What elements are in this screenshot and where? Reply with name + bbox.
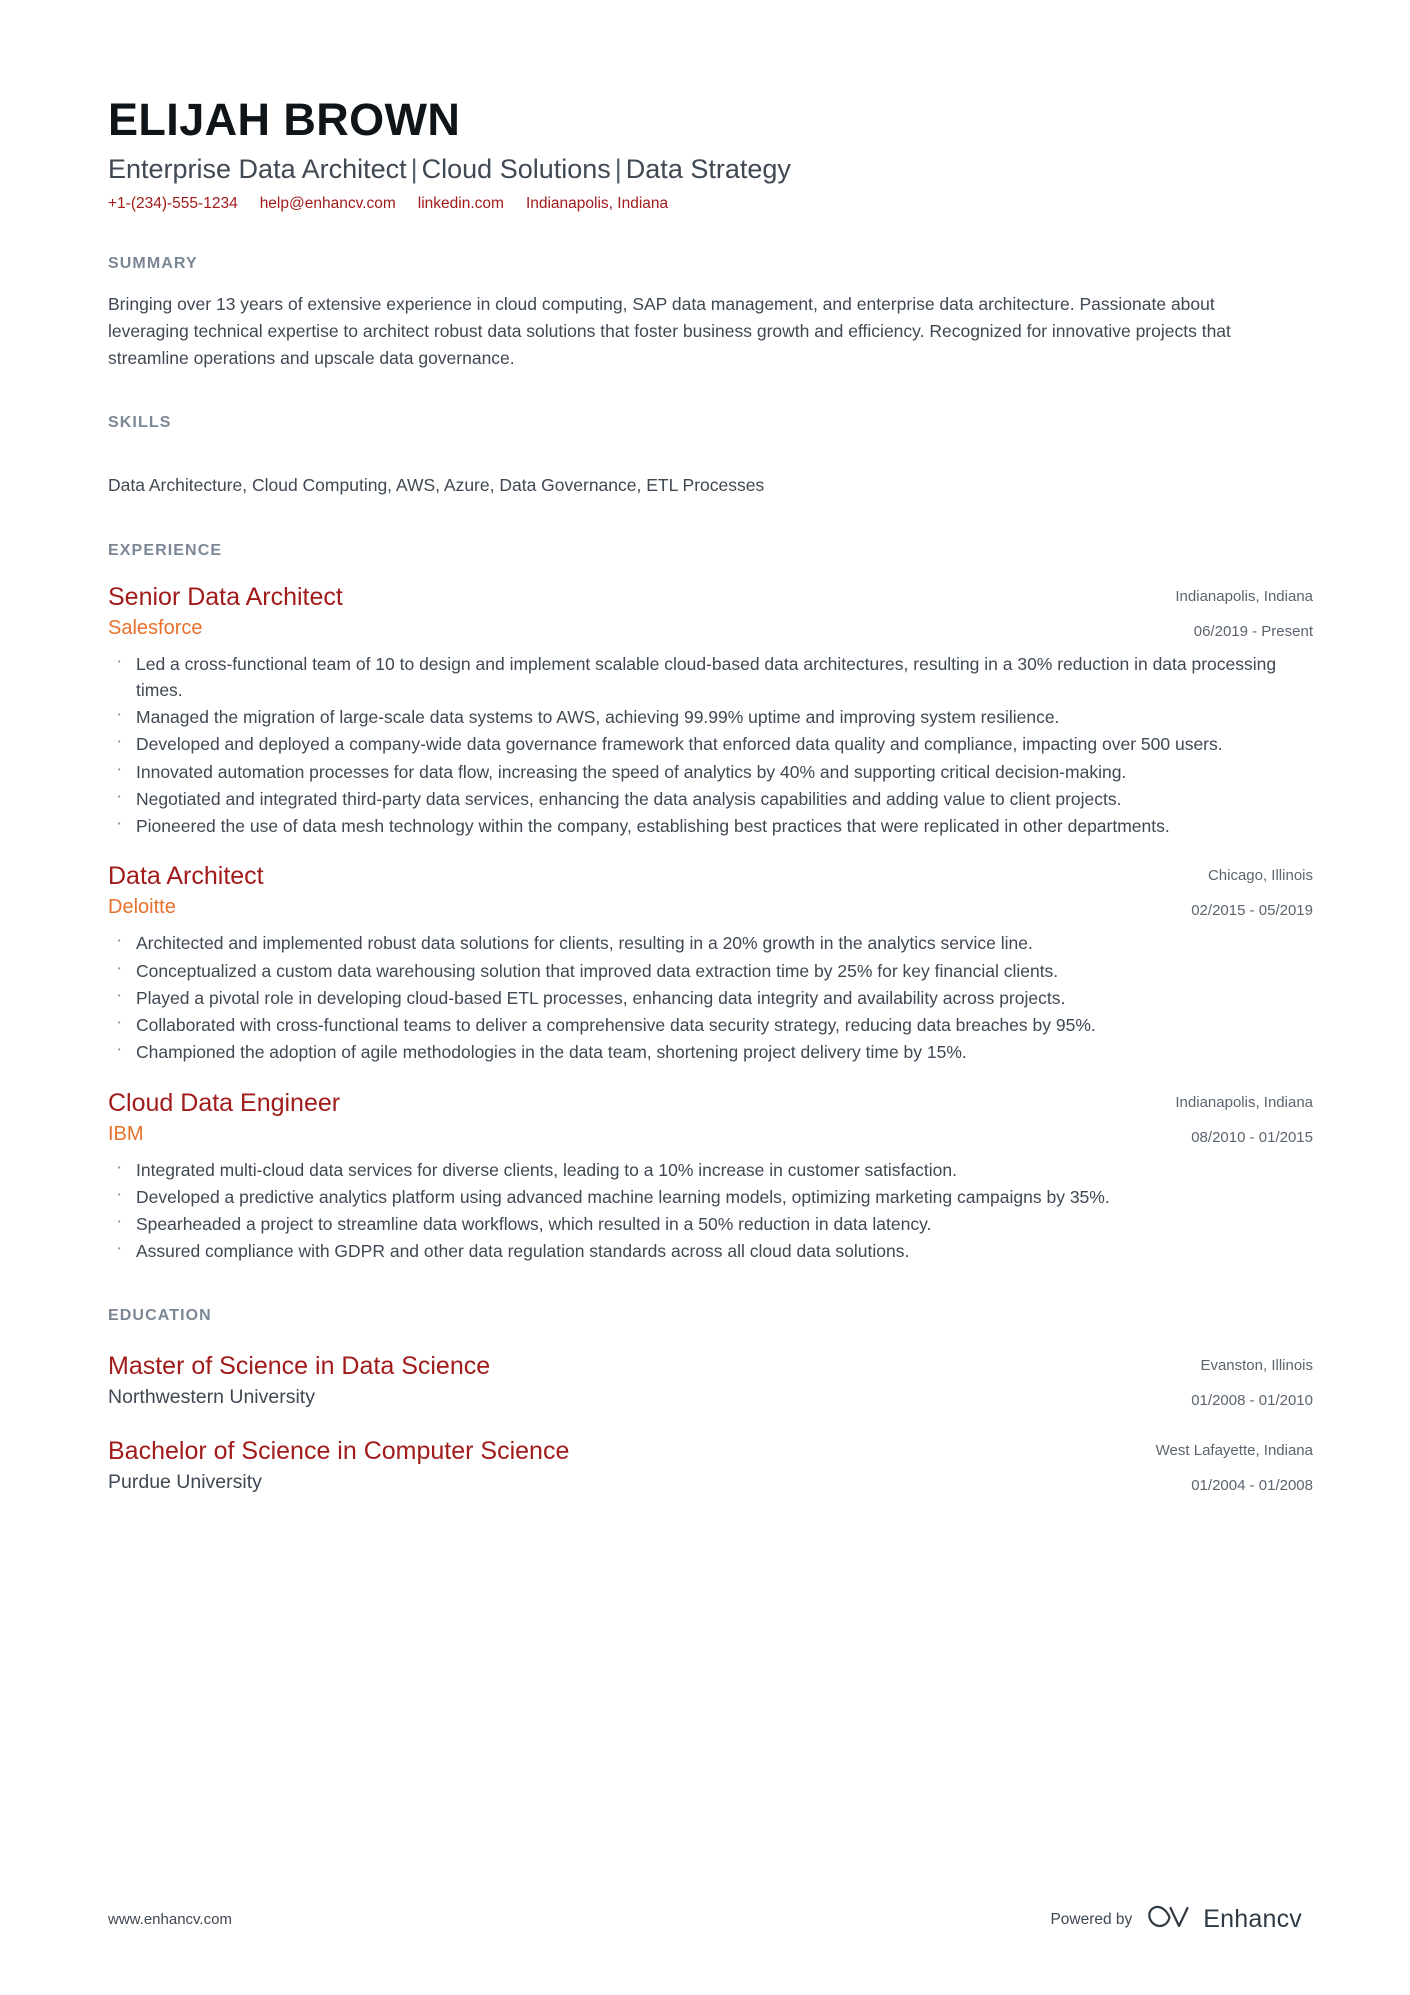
headline-part-3: Data Strategy — [625, 154, 791, 185]
experience-entry — [108, 861, 1313, 1065]
job-dates: 06/2019 - Present — [1193, 622, 1313, 640]
summary-text: Bringing over 13 years of extensive experience in cloud computing, SAP data management, and enterprise data architecture. Passionate about leveraging technical expertise to architect robust data solutions that foster business growth and efficiency. Recognized for innovative projects that streamline operations and upscale data governance. — [108, 294, 1231, 369]
job-bullets — [108, 651, 1313, 840]
headline-separator-1: | — [410, 154, 418, 185]
company-name: IBM — [108, 1122, 144, 1145]
job-title: Data Architect — [108, 862, 264, 891]
candidate-headline — [108, 153, 1313, 187]
resume-content — [108, 0, 1313, 1495]
job-location: Indianapolis, Indiana — [1175, 587, 1313, 605]
job-bullet: · Conceptualized a custom data warehousing solution that improved data extraction time by 25% for key financial clients. — [108, 958, 1313, 984]
job-bullet: · Developed and deployed a company-wide data governance framework that enforced data quality and compliance, impacting over 500 users. — [108, 731, 1313, 757]
job-bullet: · Assured compliance with GDPR and other data regulation standards across all cloud data solutions. — [108, 1238, 1313, 1264]
headline-separator-2: | — [614, 154, 622, 185]
education-entry-meta — [1191, 1351, 1313, 1410]
experience-entry-main — [108, 1088, 1175, 1146]
education-entry — [108, 1351, 1313, 1410]
job-bullet: · Played a pivotal role in developing cloud-based ETL processes, enhancing data integrity and availability across projects. — [108, 985, 1313, 1011]
school-dates: 01/2004 - 01/2008 — [1191, 1476, 1313, 1494]
school-location: West Lafayette, Indiana — [1155, 1441, 1313, 1459]
experience-entry-header — [108, 1088, 1313, 1147]
brand-lockup — [1146, 1902, 1302, 1937]
degree-title: Master of Science in Data Science — [108, 1351, 491, 1380]
degree-title: Bachelor of Science in Computer Science — [108, 1436, 570, 1465]
job-bullet: · Pioneered the use of data mesh technology within the company, establishing best practices that were replicated in other departments. — [108, 813, 1313, 839]
section-education — [108, 1307, 1313, 1495]
powered-by-label: Powered by — [1050, 1910, 1133, 1928]
footer-branding — [1050, 1902, 1302, 1937]
candidate-name: ELIJAH BROWN — [108, 94, 461, 145]
contact-email[interactable]: help@enhancv.com — [259, 195, 396, 212]
page-footer — [108, 1902, 1302, 1937]
job-bullet: · Collaborated with cross-functional teams to deliver a comprehensive data security strategy, reducing data breaches by 95%. — [108, 1012, 1313, 1038]
job-bullets — [108, 930, 1313, 1065]
company-name: Deloitte — [108, 896, 176, 919]
experience-entry-header — [108, 861, 1313, 920]
experience-entry-meta — [1175, 1088, 1313, 1147]
job-title: Senior Data Architect — [108, 582, 343, 611]
contact-row — [108, 195, 1313, 213]
job-bullet: · Innovated automation processes for data flow, increasing the speed of analytics by 40% and supporting critical decision-making. — [108, 759, 1313, 785]
school-name: Northwestern University — [108, 1385, 315, 1408]
contact-phone: +1-(234)-555-1234 — [108, 195, 238, 212]
job-dates: 08/2010 - 01/2015 — [1191, 1128, 1313, 1146]
education-entry-main — [108, 1436, 1156, 1494]
experience-entry-main — [108, 861, 1191, 919]
section-title-skills: SKILLS — [108, 414, 172, 432]
education-entry-meta — [1156, 1436, 1313, 1495]
brand-name: Enhancv — [1203, 1905, 1302, 1933]
experience-entry-meta — [1175, 582, 1313, 641]
experience-entry-header — [108, 582, 1313, 641]
experience-entry — [108, 582, 1313, 840]
headline-part-2: Cloud Solutions — [421, 154, 611, 185]
education-entry — [108, 1436, 1313, 1495]
section-experience — [108, 542, 1313, 1265]
contact-location: Indianapolis, Indiana — [525, 195, 669, 212]
experience-entry — [108, 1088, 1313, 1265]
job-title: Cloud Data Engineer — [108, 1088, 341, 1117]
education-entry-header — [108, 1351, 1313, 1410]
job-bullets — [108, 1157, 1313, 1265]
experience-entry-meta — [1191, 861, 1313, 920]
job-location: Chicago, Illinois — [1207, 867, 1313, 885]
school-dates: 01/2008 - 01/2010 — [1191, 1391, 1313, 1409]
job-bullet: · Led a cross-functional team of 10 to design and implement scalable cloud-based data architectures, resulting in a 30% reduction in data processing times. — [108, 651, 1313, 704]
headline-part-1: Enterprise Data Architect — [108, 154, 407, 185]
job-dates: 02/2015 - 05/2019 — [1191, 902, 1313, 920]
job-bullet: · Managed the migration of large-scale data systems to AWS, achieving 99.99% uptime and improving system resilience. — [108, 704, 1313, 730]
school-location: Evanston, Illinois — [1200, 1356, 1313, 1374]
contact-linkedin[interactable]: linkedin.com — [417, 195, 504, 212]
job-bullet: · Integrated multi-cloud data services for diverse clients, leading to a 10% increase in customer satisfaction. — [108, 1157, 1313, 1183]
job-bullet: · Spearheaded a project to streamline data workflows, which resulted in a 50% reduction in data latency. — [108, 1211, 1313, 1237]
job-location: Indianapolis, Indiana — [1175, 1093, 1313, 1111]
section-title-education: EDUCATION — [108, 1306, 212, 1324]
section-summary — [108, 255, 1313, 372]
resume-header — [108, 96, 1313, 213]
footer-website-url[interactable]: www.enhancv.com — [108, 1911, 232, 1928]
job-bullet: · Architected and implemented robust data solutions for clients, resulting in a 20% growth in the analytics service line. — [108, 930, 1313, 956]
section-skills — [108, 414, 1313, 499]
school-name: Purdue University — [108, 1470, 262, 1493]
section-title-summary: SUMMARY — [108, 255, 198, 272]
job-bullet: · Negotiated and integrated third-party data services, enhancing the data analysis capabilities and adding value to client projects. — [108, 786, 1313, 812]
job-bullet: · Developed a predictive analytics platform using advanced machine learning models, optimizing marketing campaigns by 35%. — [108, 1184, 1313, 1210]
skills-list: Data Architecture, Cloud Computing, AWS, Azure, Data Governance, ETL Processes — [108, 475, 765, 496]
education-entry-header — [108, 1436, 1313, 1495]
education-entry-main — [108, 1351, 1191, 1409]
enhancv-infinity-logo-icon — [1146, 1902, 1194, 1937]
section-title-experience: EXPERIENCE — [108, 541, 223, 559]
job-bullet: · Championed the adoption of agile methodologies in the data team, shortening project delivery time by 15%. — [108, 1039, 1313, 1065]
company-name: Salesforce — [108, 616, 203, 639]
experience-entry-main — [108, 582, 1175, 640]
